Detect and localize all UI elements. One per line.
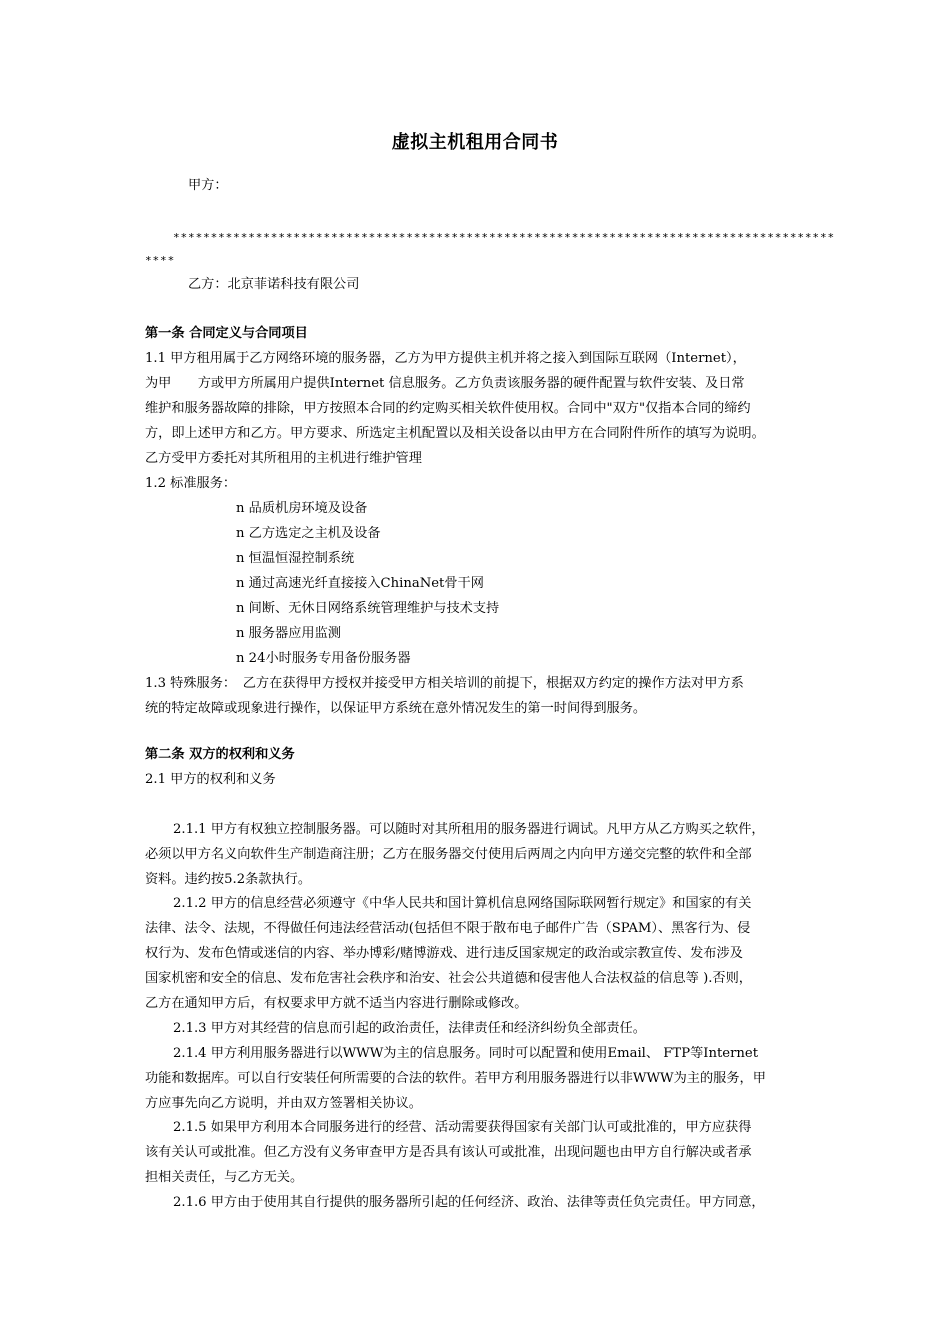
clause-2-1-2-line: 乙方在通知甲方后，有权要求甲方就不适当内容进行删除或修改。 — [145, 996, 528, 1011]
clause-1-1-line: 为甲 方或甲方所属用户提供Internet 信息服务。乙方负责该服务器的硬件配置与软件安装、及日常 — [145, 376, 745, 391]
clause-2-1-heading: 2.1 甲方的权利和义务 — [145, 772, 276, 787]
party-b-line: 乙方：北京菲诺科技有限公司 — [188, 277, 360, 292]
clause-1-1-line: 维护和服务器故障的排除，甲方按照本合同的约定购买相关软件使用权。合同中"双方"仅指本合同的缔约 — [145, 401, 751, 416]
service-list-item: n 服务器应用监测 — [236, 626, 341, 641]
clause-2-1-2-line: 2.1.2 甲方的信息经营必须遵守《中华人民共和国计算机信息网络国际联网暂行规定》和国家的有关 — [173, 896, 752, 911]
clause-2-1-2-line: 权行为、发布色情或迷信的内容、举办博彩/赌博游戏、进行违反国家规定的政治或宗教宣传、发布涉及 — [145, 946, 743, 961]
clause-2-1-6-line: 2.1.6 甲方由于使用其自行提供的服务器所引起的任何经济、政治、法律等责任负完责任。甲方同意， — [173, 1195, 765, 1210]
service-list-item: n 24小时服务专用备份服务器 — [236, 651, 411, 666]
clause-2-1-1-line: 2.1.1 甲方有权独立控制服务器。可以随时对其所租用的服务器进行调试。凡甲方从乙方购买之软件， — [173, 822, 765, 837]
clause-2-1-4-line: 2.1.4 甲方利用服务器进行以WWW为主的信息服务。同时可以配置和使用Email、 FTP等Internet — [173, 1046, 758, 1061]
service-list-item: n 通过高速光纤直接接入ChinaNet骨干网 — [236, 576, 484, 591]
clause-2-1-2-line: 法律、法令、法规，不得做任何违法经营活动(包括但不限于散布电子邮件广告（SPAM）、黑客行为、侵 — [145, 921, 751, 936]
stars-separator: **************************************************************************************** — [173, 231, 835, 244]
clause-2-1-1-line: 资料。违约按5.2条款执行。 — [145, 872, 312, 887]
service-list-item: n 乙方选定之主机及设备 — [236, 526, 381, 541]
clause-2-1-3-line: 2.1.3 甲方对其经营的信息而引起的政治责任，法律责任和经济纠纷负全部责任。 — [173, 1021, 646, 1036]
clause-1-1-line: 方，即上述甲方和乙方。甲方要求、所选定主机配置以及相关设备以由甲方在合同附件所作的填写为说明。 — [145, 426, 765, 441]
article-2-heading: 第二条 双方的权利和义务 — [145, 747, 295, 762]
party-a-line: 甲方： — [188, 178, 228, 193]
clause-1-1-line: 乙方受甲方委托对其所租用的主机进行维护管理 — [145, 451, 422, 466]
stars-separator-continued: **** — [145, 254, 176, 267]
clause-2-1-1-line: 必须以甲方名义向软件生产制造商注册；乙方在服务器交付使用后两周之内向甲方递交完整的软件和全部 — [145, 847, 752, 862]
clause-2-1-5-line: 该有关认可或批准。但乙方没有义务审查甲方是否具有该认可或批准，出现问题也由甲方自行解决或者承 — [145, 1145, 752, 1160]
clause-2-1-4-line: 功能和数据库。可以自行安装任何所需要的合法的软件。若甲方利用服务器进行以非WWW为主的服务，甲 — [145, 1071, 766, 1086]
clause-1-3-line: 1.3 特殊服务： 乙方在获得甲方授权并接受甲方相关培训的前提下，根据双方约定的操作方法对甲方系 — [145, 676, 744, 691]
clause-1-1-line: 1.1 甲方租用属于乙方网络环境的服务器，乙方为甲方提供主机并将之接入到国际互联网（Internet）， — [145, 351, 746, 366]
clause-1-2-label: 1.2 标准服务： — [145, 476, 237, 491]
article-1-heading: 第一条 合同定义与合同项目 — [145, 326, 308, 341]
clause-2-1-5-line: 担相关责任，与乙方无关。 — [145, 1170, 304, 1185]
clause-1-3-line: 统的特定故障或现象进行操作，以保证甲方系统在意外情况发生的第一时间得到服务。 — [145, 701, 647, 716]
service-list-item: n 恒温恒湿控制系统 — [236, 551, 355, 566]
service-list-item: n 间断、无休日网络系统管理维护与技术支持 — [236, 601, 500, 616]
clause-2-1-2-line: 国家机密和安全的信息、发布危害社会秩序和治安、社会公共道德和侵害他人合法权益的信息等 ).否则， — [145, 971, 752, 986]
document-title: 虚拟主机租用合同书 — [391, 132, 559, 153]
service-list-item: n 品质机房环境及设备 — [236, 501, 368, 516]
clause-2-1-4-line: 方应事先向乙方说明，并由双方签署相关协议。 — [145, 1096, 422, 1111]
clause-2-1-5-line: 2.1.5 如果甲方利用本合同服务进行的经营、活动需要获得国家有关部门认可或批准的，甲方应获得 — [173, 1120, 752, 1135]
